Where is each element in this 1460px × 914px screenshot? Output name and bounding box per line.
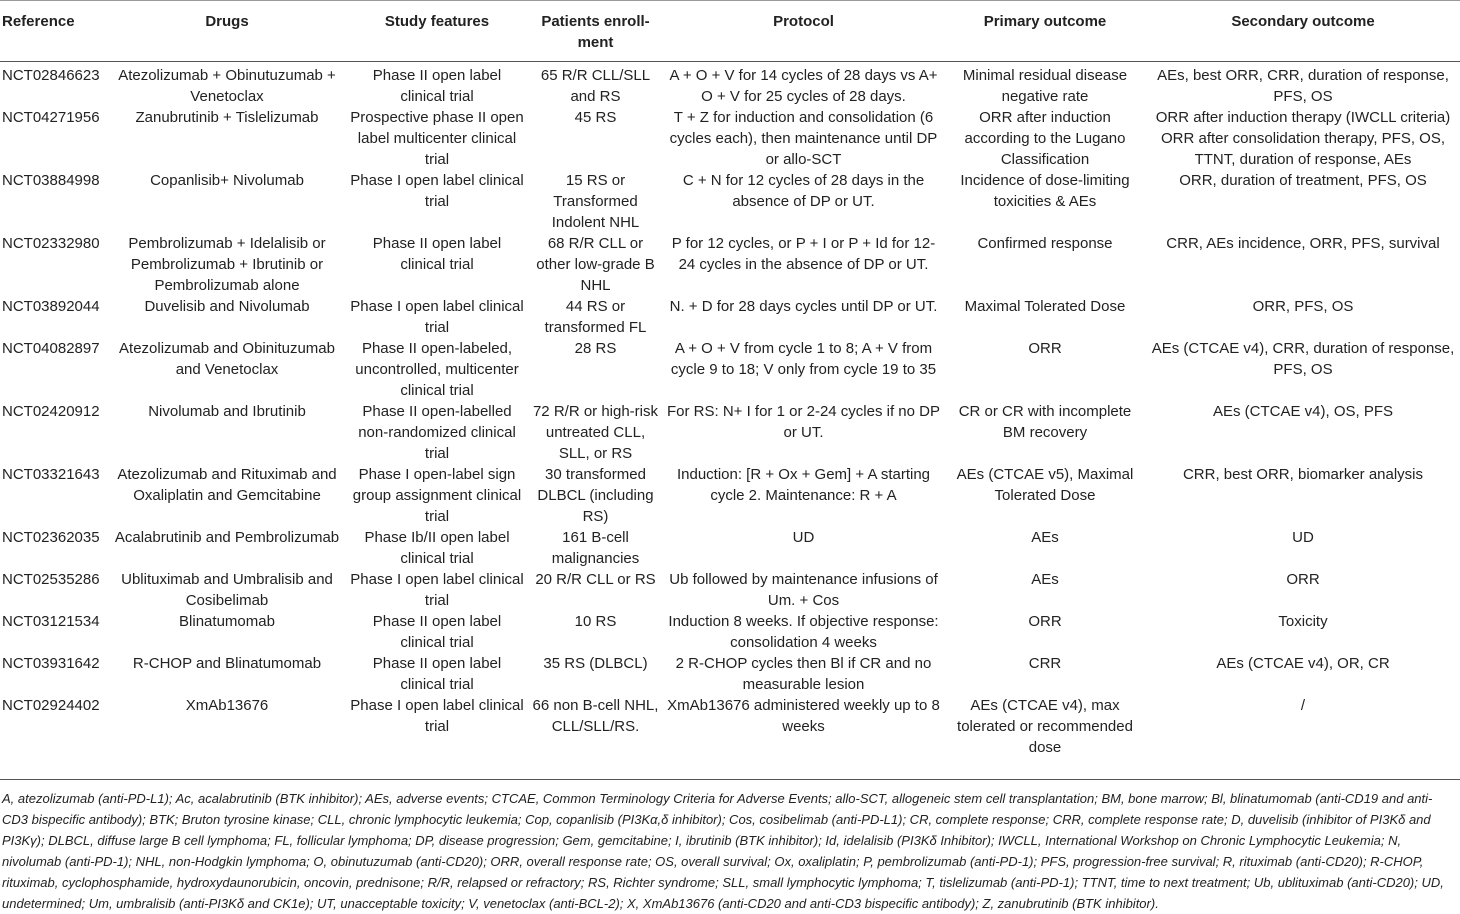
cell-patients-enrollment: 45 RS	[574, 109, 617, 126]
cell-secondary-outcome: AEs, best ORR, CRR, duration of response, PFS, OS	[1157, 67, 1449, 105]
cell-secondary-outcome: ORR after induction therapy (IWCLL criteria) ORR after consolidation therapy, PFS, OS, TTNT, duration of response, AEs	[1155, 109, 1451, 168]
cell-secondary-outcome: AEs (CTCAE v4), OR, CR	[1216, 655, 1390, 672]
cell-protocol: UD	[792, 529, 815, 546]
table-row	[0, 233, 1460, 296]
cell-reference: NCT02332980	[2, 235, 100, 252]
cell-drugs: Acalabrutinib and Pembrolizumab	[114, 529, 340, 546]
cell-secondary-outcome: ORR, duration of treatment, PFS, OS	[1179, 172, 1427, 189]
cell-patients-enrollment: 15 RS or Transformed Indolent NHL	[551, 172, 640, 231]
cell-patients-enrollment: 65 R/R CLL/SLL and RS	[540, 67, 651, 105]
cell-patients-enrollment: 161 B-cell malignancies	[551, 529, 640, 567]
cell-protocol: P for 12 cycles, or P + I or P + Id for 12-24 cycles in the absence of DP or UT.	[671, 235, 936, 273]
cell-study-features: Phase I open label clinical trial	[350, 172, 524, 210]
cell-protocol: A + O + V from cycle 1 to 8; A + V from cycle 9 to 18; V only from cycle 19 to 35	[670, 340, 937, 378]
header-patients-enrollment: Patients enroll-ment	[528, 1, 663, 62]
cell-reference: NCT03321643	[2, 466, 100, 483]
cell-reference: NCT02535286	[2, 571, 100, 588]
cell-reference: NCT03121534	[2, 613, 100, 630]
cell-study-features: Phase II open label clinical trial	[372, 67, 502, 105]
cell-primary-outcome: ORR after induction according to the Lugano Classification	[964, 109, 1126, 168]
table-row	[0, 695, 1460, 765]
cell-secondary-outcome: /	[1300, 697, 1306, 714]
cell-protocol: T + Z for induction and consolidation (6 cycles each), then maintenance until DP or allo-SCT	[669, 109, 938, 168]
cell-primary-outcome: AEs (CTCAE v4), max tolerated or recommended dose	[957, 697, 1133, 756]
footnote-text: A, atezolizumab (anti-PD-L1); Ac, acalabrutinib (BTK inhibitor); AEs, adverse events; CTCAE, Common Terminology Criteria for Adverse Events; allo-SCT, allogeneic stem cell transplantation; BM, bone marrow; Bl, blinatumomab (anti-CD19 and anti-CD3 bispecific antibody); BTK; Bruton tyrosine kinase; CLL, chronic lymphocytic leukemia; Cop, copanlisib (PI3Kα,δ inhibitor); Cos, cosibelimab (anti-PD-L1); CR, complete response; CRR, complete response rate; D, duvelisib (inhibitor of PI3Kδ and PI3Kγ); DLBCL, diffuse large B cell lymphoma; FL, follicular lymphoma; DP, disease progression; Gem, gemcitabine; I, ibrutinib (BTK inhibitor); Id, idelalisib (PI3Kδ Inhibitor); IWCLL, International Workshop on Chronic Lymphocytic Leukemia; N, nivolumab (anti-PD-1); NHL, non-Hodgkin lymphoma; O, obinutuzumab (anti-CD20); ORR, overall response rate; OS, overall survival; Ox, oxaliplatin; P, pembrolizumab (anti-PD-1); PFS, progression-free survival; R, rituximab (anti-CD20); R-CHOP, rituximab, cyclophosphamide, hydroxydaunorubicin, oncovin, prednisone; R/R, relapsed or refractory; RS, Richter syndrome; SLL, small lymphocytic lymphoma; T, tislelizumab (anti-PD-1); TTNT, time to next treatment; Ub, ublituximab (anti-CD20); UD, undetermined; Um, umbralisib (anti-PI3Kδ and CK1e); UT, unacceptable toxicity; V, venetoclax (anti-BCL-2); X, XmAb13676 (anti-CD20 and anti-CD3 bispecific antibody); Z, zanubrutinib (BTK inhibitor).	[2, 791, 1444, 911]
cell-protocol: A + O + V for 14 cycles of 28 days vs A+ O + V for 25 cycles of 28 days.	[669, 67, 938, 105]
table-row	[0, 170, 1460, 233]
cell-reference: NCT02924402	[2, 697, 100, 714]
cell-secondary-outcome: CRR, AEs incidence, ORR, PFS, survival	[1166, 235, 1440, 252]
cell-study-features: Phase II open-labeled, uncontrolled, multicenter clinical trial	[355, 340, 519, 399]
cell-patients-enrollment: 35 RS (DLBCL)	[543, 655, 648, 672]
cell-secondary-outcome: UD	[1292, 529, 1314, 546]
cell-protocol: XmAb13676 administered weekly up to 8 weeks	[667, 697, 940, 735]
cell-reference: NCT03884998	[2, 172, 100, 189]
table-row	[0, 107, 1460, 170]
cell-drugs: Atezolizumab and Rituximab and Oxaliplatin and Gemcitabine	[117, 466, 337, 504]
table-footnote	[0, 779, 1460, 914]
cell-drugs: R-CHOP and Blinatumomab	[132, 655, 322, 672]
cell-drugs: Atezolizumab and Obinituzumab and Venetoclax	[119, 340, 335, 378]
cell-secondary-outcome: Toxicity	[1278, 613, 1328, 630]
cell-reference: NCT02362035	[2, 529, 100, 546]
cell-primary-outcome: ORR	[1028, 613, 1062, 630]
cell-patients-enrollment: 20 R/R CLL or RS	[535, 571, 656, 588]
cell-reference: NCT03931642	[2, 655, 100, 672]
table-row	[0, 611, 1460, 653]
cell-primary-outcome: Incidence of dose-limiting toxicities & AEs	[960, 172, 1130, 210]
cell-primary-outcome: AEs	[1031, 529, 1059, 546]
cell-study-features: Phase I open label clinical trial	[350, 571, 524, 609]
cell-patients-enrollment: 68 R/R CLL or other low-grade B NHL	[536, 235, 655, 294]
cell-primary-outcome: CRR	[1028, 655, 1062, 672]
cell-protocol: Ub followed by maintenance infusions of Um. + Cos	[669, 571, 938, 609]
cell-patients-enrollment: 28 RS	[574, 340, 617, 357]
cell-reference: NCT02420912	[2, 403, 100, 420]
cell-patients-enrollment: 44 RS or transformed FL	[544, 298, 647, 336]
cell-study-features: Phase II open label clinical trial	[372, 613, 502, 651]
cell-primary-outcome: Confirmed response	[977, 235, 1113, 252]
cell-protocol: 2 R-CHOP cycles then Bl if CR and no measurable lesion	[675, 655, 932, 693]
header-study-features: Study features	[346, 1, 528, 62]
table-header-row	[0, 1, 1460, 62]
cell-secondary-outcome: CRR, best ORR, biomarker analysis	[1182, 466, 1424, 483]
cell-study-features: Phase I open label clinical trial	[350, 697, 524, 735]
cell-study-features: Phase I open label clinical trial	[350, 298, 524, 336]
cell-drugs: Blinatumomab	[179, 613, 275, 630]
cell-protocol: N. + D for 28 days cycles until DP or UT.	[669, 298, 938, 315]
cell-secondary-outcome: AEs (CTCAE v4), CRR, duration of response, PFS, OS	[1151, 340, 1455, 378]
cell-reference: NCT03892044	[2, 298, 100, 315]
cell-drugs: Pembrolizumab + Idelalisib or Pembrolizumab + Ibrutinib or Pembrolizumab alone	[128, 235, 326, 294]
cell-primary-outcome: Minimal residual disease negative rate	[962, 67, 1128, 105]
cell-reference: NCT04082897	[2, 340, 100, 357]
header-reference: Reference	[0, 1, 108, 62]
table-row	[0, 296, 1460, 338]
cell-primary-outcome: Maximal Tolerated Dose	[964, 298, 1126, 315]
cell-secondary-outcome: ORR, PFS, OS	[1252, 298, 1354, 315]
cell-study-features: Phase II open-labelled non-randomized clinical trial	[358, 403, 516, 462]
header-primary-outcome: Primary outcome	[944, 1, 1146, 62]
cell-drugs: Copanlisib+ Nivolumab	[150, 172, 304, 189]
table-row	[0, 401, 1460, 464]
cell-study-features: Phase II open label clinical trial	[372, 655, 502, 693]
cell-patients-enrollment: 72 R/R or high-risk untreated CLL, SLL, or RS	[532, 403, 659, 462]
table-row	[0, 464, 1460, 527]
cell-primary-outcome: AEs	[1031, 571, 1059, 588]
cell-primary-outcome: CR or CR with incomplete BM recovery	[958, 403, 1132, 441]
cell-study-features: Phase Ib/II open label clinical trial	[364, 529, 510, 567]
cell-drugs: Zanubrutinib + Tislelizumab	[135, 109, 319, 126]
table-body	[0, 62, 1460, 766]
table-row	[0, 338, 1460, 401]
cell-protocol: C + N for 12 cycles of 28 days in the absence of DP or UT.	[682, 172, 925, 210]
cell-protocol: Induction 8 weeks. If objective response: consolidation 4 weeks	[668, 613, 939, 651]
cell-drugs: Nivolumab and Ibrutinib	[148, 403, 306, 420]
cell-protocol: Induction: [R + Ox + Gem] + A starting cycle 2. Maintenance: R + A	[676, 466, 931, 504]
header-secondary-outcome: Secondary outcome	[1146, 1, 1460, 62]
cell-secondary-outcome: ORR	[1286, 571, 1320, 588]
cell-reference: NCT04271956	[2, 109, 100, 126]
table-row	[0, 569, 1460, 611]
table-row	[0, 653, 1460, 695]
cell-study-features: Prospective phase II open label multicenter clinical trial	[350, 109, 524, 168]
table-row	[0, 62, 1460, 108]
cell-secondary-outcome: AEs (CTCAE v4), OS, PFS	[1212, 403, 1394, 420]
cell-primary-outcome: AEs (CTCAE v5), Maximal Tolerated Dose	[956, 466, 1134, 504]
cell-primary-outcome: ORR	[1028, 340, 1062, 357]
cell-protocol: For RS: N+ I for 1 or 2-24 cycles if no DP or UT.	[666, 403, 940, 441]
cell-patients-enrollment: 10 RS	[574, 613, 617, 630]
cell-study-features: Phase I open-label sign group assignment clinical trial	[352, 466, 522, 525]
header-protocol: Protocol	[663, 1, 944, 62]
cell-drugs: XmAb13676	[185, 697, 269, 714]
cell-drugs: Duvelisib and Nivolumab	[144, 298, 310, 315]
cell-study-features: Phase II open label clinical trial	[372, 235, 502, 273]
cell-drugs: Ublituximab and Umbralisib and Cosibelimab	[121, 571, 333, 609]
cell-patients-enrollment: 66 non B-cell NHL, CLL/SLL/RS.	[532, 697, 659, 735]
cell-patients-enrollment: 30 transformed DLBCL (including RS)	[537, 466, 654, 525]
table-row	[0, 527, 1460, 569]
header-drugs: Drugs	[108, 1, 346, 62]
cell-drugs: Atezolizumab + Obinutuzumab + Venetoclax	[118, 67, 336, 105]
cell-reference: NCT02846623	[2, 67, 100, 84]
